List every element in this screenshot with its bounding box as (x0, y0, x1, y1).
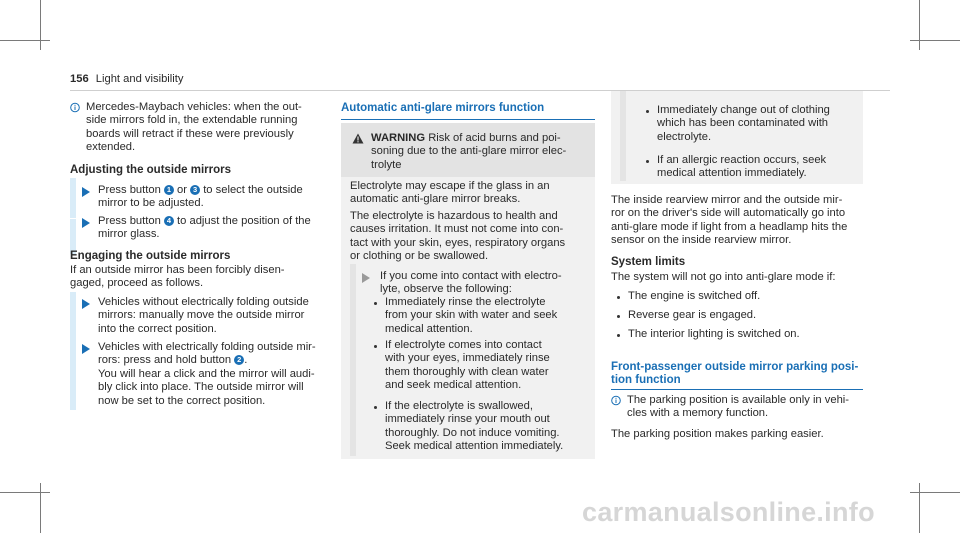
watermark: carmanualsonline.info (582, 497, 875, 527)
heading-engaging-mirrors: Engaging the outside mirrors (70, 250, 231, 262)
bullet-icon (617, 296, 620, 299)
warning-text: WARNING Risk of acid burns and poi- soning due to the anti-glare mirror elec- trolyte (371, 132, 567, 171)
heading-system-limits: System limits (611, 256, 686, 268)
step-stripe (620, 91, 626, 181)
crop-mark (910, 40, 960, 41)
heading-adjusting-mirrors: Adjusting the outside mirrors (70, 164, 232, 176)
button-number-3: 3 (190, 185, 200, 195)
bullet-clothing: Immediately change out of clothing which has been contaminated with electrolyte. (657, 104, 830, 143)
bullet-icon (374, 345, 377, 348)
heading-rule (611, 389, 863, 390)
crop-mark (919, 483, 920, 533)
limit-engine-off: The engine is switched off. (628, 290, 761, 302)
button-number-4: 4 (164, 216, 174, 226)
info-icon (70, 102, 80, 113)
crop-mark (40, 483, 41, 533)
bullet-icon (646, 160, 649, 163)
step-stripe (350, 264, 356, 456)
warning-para-1: Electrolyte may escape if the glass in an automatic anti-glare mirror breaks. (350, 180, 550, 206)
bullet-rinse-skin: Immediately rinse the electrolyte from your skin with water and seek medical attention. (385, 296, 558, 335)
section-title: Light and visibility (95, 73, 184, 85)
step-stripe (70, 178, 76, 218)
limit-interior-lighting: The interior lighting is switched on. (628, 328, 800, 340)
step-adjust-glass: Press button 4 to adjust the position of the mirror glass. (98, 215, 311, 241)
bullet-allergic: If an allergic reaction occurs, seek medical attention immediately. (657, 154, 827, 180)
step-manual-fold: Vehicles without electrically folding outside mirrors: manually move the outside mirror into the correct position. (98, 296, 309, 335)
page-number: 156 (70, 73, 89, 85)
system-limits-intro: The system will not go into anti-glare mode if: (611, 271, 836, 283)
parking-easier-text: The parking position makes parking easier. (611, 428, 824, 440)
note-line: side mirrors fold in, the extendable running (86, 114, 298, 127)
note-line: extended. (86, 141, 136, 154)
engaging-intro: If an outside mirror has been forcibly disen- gaged, proceed as follows. (70, 264, 285, 290)
note-line: boards will retract if these were previously (86, 127, 294, 140)
step-select-mirror: Press button 1 or 3 to select the outside mirror to be adjusted. (98, 184, 303, 210)
limit-reverse-gear: Reverse gear is engaged. (628, 309, 757, 321)
running-header (70, 73, 183, 86)
warning-label: WARNING (371, 132, 426, 144)
bullet-rinse-eyes: If electrolyte comes into contact with your eyes, immediately rinse them thoroughly with clean water and seek medical attention. (385, 339, 550, 392)
step-arrow-icon (82, 187, 90, 197)
button-number-1: 1 (164, 185, 174, 195)
heading-anti-glare: Automatic anti-glare mirrors function (341, 102, 545, 114)
info-icon (611, 395, 621, 406)
bullet-icon (617, 334, 620, 337)
note-memory-function: The parking position is available only in vehi- cles with a memory function. (627, 394, 850, 420)
step-arrow-icon (82, 218, 90, 228)
crop-mark (919, 0, 920, 50)
bullet-swallowed: If the electrolyte is swallowed, immediately rinse your mouth out thoroughly. Do not induce vomiting. Seek medical attention immediately. (385, 400, 564, 453)
heading-rule (341, 119, 595, 120)
step-stripe (70, 292, 76, 410)
bullet-icon (646, 110, 649, 113)
step-arrow-icon (82, 299, 90, 309)
bullet-icon (374, 406, 377, 409)
step-stripe (70, 219, 76, 254)
crop-mark (0, 40, 50, 41)
crop-mark (0, 492, 50, 493)
note-maybach (86, 101, 302, 155)
step-contact-electrolyte: If you come into contact with electro- lyte, observe the following: (380, 270, 562, 296)
button-number-2: 2 (234, 355, 244, 365)
step-arrow-icon (362, 273, 370, 283)
warning-para-2: The electrolyte is hazardous to health and causes irritation. It must not come into con- tact with your skin, eyes, respiratory organs or clothing or be swallowed. (350, 210, 566, 263)
anti-glare-description: The inside rearview mirror and the outside mir- ror on the driver's side will automatically go into anti-glare mode if light from a headlamp hits the sensor on the inside rearview mirror. (611, 194, 848, 247)
note-line: Mercedes-Maybach vehicles: when the out- (86, 101, 302, 113)
crop-mark (910, 492, 960, 493)
step-arrow-icon (82, 344, 90, 354)
bullet-icon (374, 302, 377, 305)
bullet-icon (617, 315, 620, 318)
warning-triangle-icon (352, 133, 364, 144)
heading-parking-position: Front-passenger outside mirror parking posi- tion function (611, 361, 859, 387)
crop-mark (40, 0, 41, 50)
step-electric-fold: Vehicles with electrically folding outside mir- rors: press and hold button 2 . You will hear a click and the mirror will audi- bly click into place. The outside mirror will now be set to the correct position. (98, 341, 316, 407)
